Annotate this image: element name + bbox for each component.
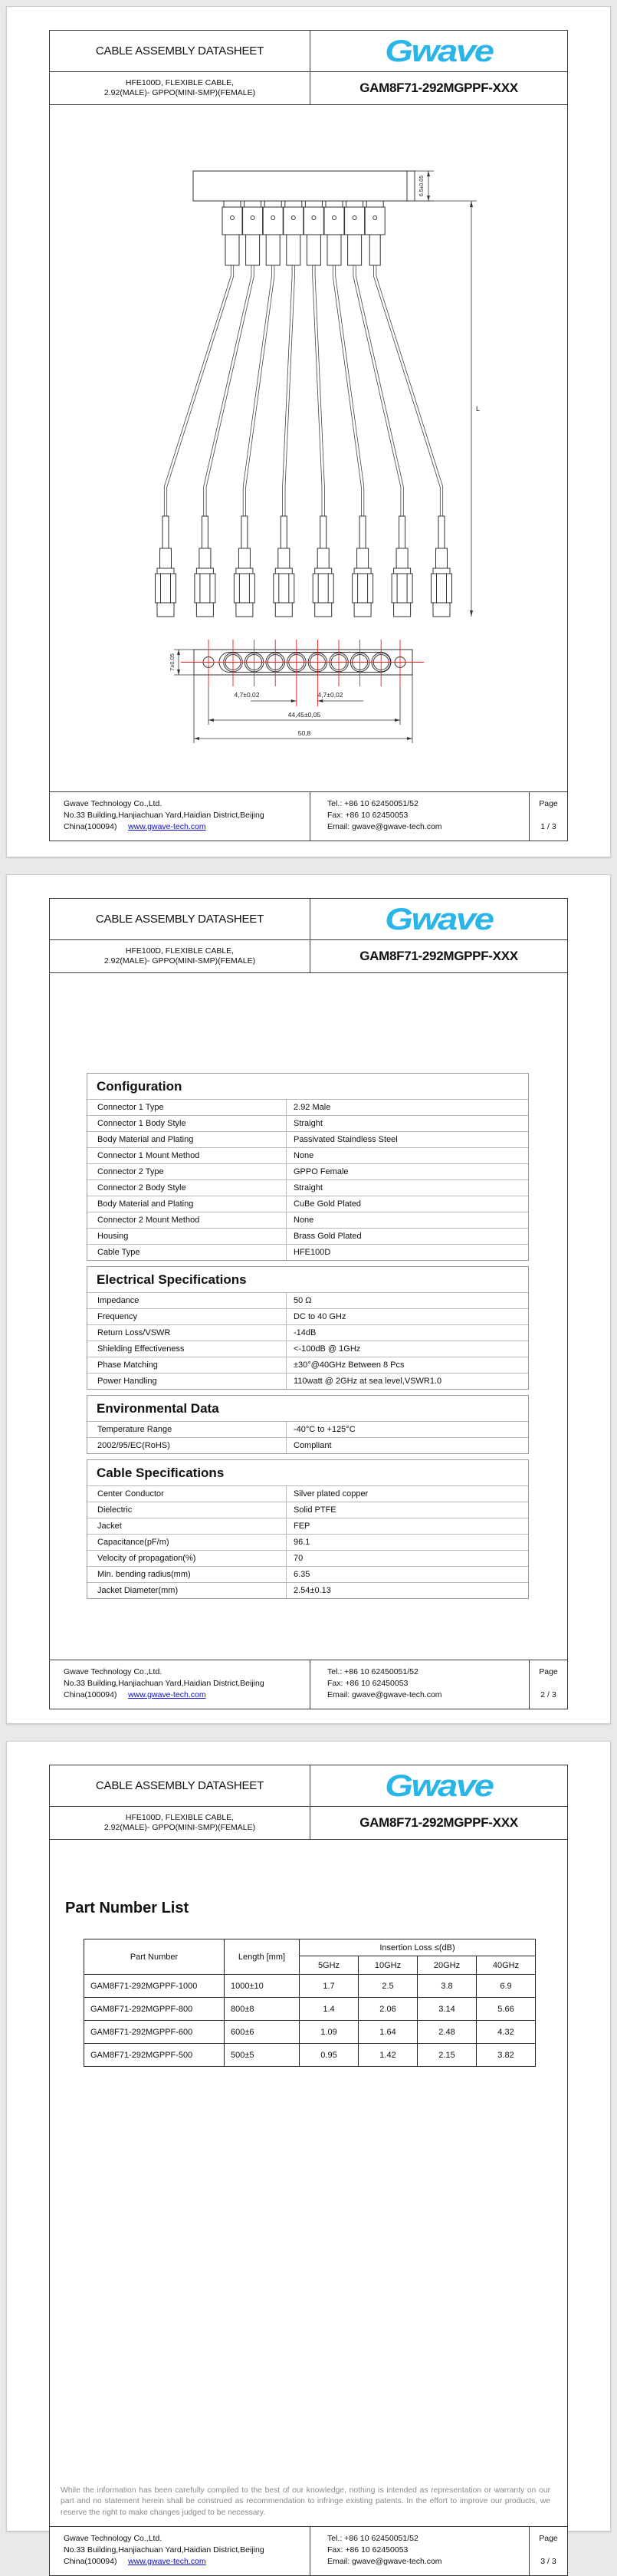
dim-total-width: 50,8 <box>297 729 311 737</box>
table-row: GAM8F71-292MGPPF-1000 1000±10 1.7 2.5 3.8 6.9 <box>84 1975 536 1998</box>
spec-row: Body Material and Plating CuBe Gold Plated <box>87 1196 528 1212</box>
footer-company: Gwave Technology Co.,Ltd. <box>64 799 162 808</box>
document-title: CABLE ASSEMBLY DATASHEET <box>50 31 310 72</box>
section-title: Configuration <box>97 1079 182 1094</box>
dim-hole-span: 44,45±0,05 <box>287 711 321 719</box>
section-title: Cable Specifications <box>97 1466 225 1480</box>
document-title: CABLE ASSEMBLY DATASHEET <box>50 1765 310 1807</box>
spec-row: Capacitance(pF/m) 96.1 <box>87 1534 528 1550</box>
part-number-table <box>84 1939 536 2067</box>
spec-row: Connector 1 Body Style Straight <box>87 1115 528 1131</box>
website-link[interactable]: www.gwave-tech.com <box>128 822 206 831</box>
table-row: GAM8F71-292MGPPF-500 500±5 0.95 1.42 2.15 3.82 <box>84 2044 536 2067</box>
spec-row: Power Handling 110watt @ 2GHz at sea level,VSWR1.0 <box>87 1373 528 1389</box>
footer-country: China(100094) <box>64 822 117 831</box>
page-footer <box>50 791 567 841</box>
footer-tel: Tel.: +86 10 62450051/52 <box>327 799 418 808</box>
spec-row: Connector 2 Mount Method None <box>87 1212 528 1228</box>
footer-address: No.33 Building,Hanjiachuan Yard,Haidian District,Beijing <box>64 811 264 820</box>
spec-row: Connector 2 Body Style Straight <box>87 1179 528 1196</box>
col-header-length: Length [mm] <box>225 1939 300 1975</box>
gwave-logo: Gwave <box>385 34 493 68</box>
spec-row: Connector 2 Type GPPO Female <box>87 1163 528 1179</box>
footer-page-number: 1 / 3 <box>540 822 556 831</box>
document-title: CABLE ASSEMBLY DATASHEET <box>50 899 310 940</box>
document-subtitle <box>50 72 310 104</box>
spec-row: Jacket FEP <box>87 1518 528 1534</box>
section-configuration <box>87 1073 529 1261</box>
part-number: GAM8F71-292MGPPF-XXX <box>359 81 518 95</box>
spec-row: Dielectric Solid PTFE <box>87 1502 528 1518</box>
gwave-logo: Gwave <box>385 902 493 936</box>
subtitle-line2: 2.92(MALE)- GPPO(MINI-SMP)(FEMALE) <box>103 88 256 97</box>
dim-view-height: 7±0.05 <box>169 653 176 671</box>
spec-row: Connector 1 Type 2.92 Male <box>87 1099 528 1115</box>
table-row: GAM8F71-292MGPPF-800 800±8 1.4 2.06 3.14 5.66 <box>84 1998 536 2021</box>
spec-row: Min. bending radius(mm) 6.35 <box>87 1566 528 1582</box>
spec-row: Velocity of propagation(%) 70 <box>87 1550 528 1566</box>
page-3 <box>6 1741 611 2566</box>
page3-body <box>50 1840 567 2526</box>
section-cable <box>87 1459 529 1599</box>
datasheet-header <box>50 31 567 105</box>
sheet-1 <box>49 30 568 841</box>
gwave-logo: Gwave <box>385 1768 493 1803</box>
page1-body <box>50 105 567 791</box>
section-environmental <box>87 1395 529 1454</box>
section-title: Environmental Data <box>97 1401 219 1416</box>
footer-email: Email: gwave@gwave-tech.com <box>327 822 442 831</box>
col-header-freq: 20GHz <box>418 1956 477 1975</box>
datasheet-header <box>50 899 567 973</box>
col-header-freq: 5GHz <box>300 1956 359 1975</box>
document-canvas <box>0 6 617 2566</box>
spec-row: Center Conductor Silver plated copper <box>87 1485 528 1502</box>
spec-row: Jacket Diameter(mm) 2.54±0.13 <box>87 1582 528 1598</box>
sheet-3 <box>49 1765 568 2576</box>
spec-row: Body Material and Plating Passivated Staindless Steel <box>87 1131 528 1147</box>
spec-row: Phase Matching ±30°@40GHz Between 8 Pcs <box>87 1357 528 1373</box>
footer-page-number: 3 / 3 <box>540 2557 556 2566</box>
footer-page-label: Page <box>539 799 558 808</box>
page-footer: Gwave Technology Co.,Ltd. No.33 Building,Hanjiachuan Yard,Haidian District,Beijing China(100094) www.gwave-tech.com Tel.: +86 10 62450051/52 Fax: +86 10 62450053 Email: gwave@gwave-tech.com Page 2 / 3 <box>50 1660 567 1709</box>
col-header-part-number: Part Number <box>84 1939 225 1975</box>
spec-row: Shielding Effectiveness <-100dB @ 1GHz <box>87 1341 528 1357</box>
sheet-2 <box>49 898 568 1709</box>
website-link[interactable]: www.gwave-tech.com <box>128 1690 206 1699</box>
disclaimer-text: While the information has been carefully compiled to the best of our knowledge, nothing is intended as representation or warranty on our part and no statement herein shall be construed as recommendation to infringe existing patents. In the effort to improve our products, we reserve the right to make changes judged to be necessary. <box>61 2486 550 2517</box>
page2-body <box>50 973 567 1660</box>
spec-row: Frequency DC to 40 GHz <box>87 1308 528 1324</box>
datasheet-header <box>50 1765 567 1840</box>
col-header-freq: 40GHz <box>477 1956 536 1975</box>
website-link[interactable]: www.gwave-tech.com <box>128 2557 206 2566</box>
spec-row: Housing Brass Gold Plated <box>87 1228 528 1244</box>
spec-row: Temperature Range -40°C to +125°C <box>87 1421 528 1437</box>
subtitle-line1: HFE100D, FLEXIBLE CABLE, <box>125 78 235 87</box>
dim-pitch-left: 4,7±0,02 <box>234 691 260 699</box>
col-header-insertion-loss: Insertion Loss ≤(dB) <box>300 1939 536 1956</box>
spec-row: Connector 1 Mount Method None <box>87 1147 528 1163</box>
part-number: GAM8F71-292MGPPF-XXX <box>359 949 518 963</box>
page-2 <box>6 874 611 1724</box>
dim-block-height: 6.5±0.05 <box>419 175 425 197</box>
page-footer: Gwave Technology Co.,Ltd. No.33 Building,Hanjiachuan Yard,Haidian District,Beijing China(100094) www.gwave-tech.com Tel.: +86 10 62450051/52 Fax: +86 10 62450053 Email: gwave@gwave-tech.com Page 3 / 3 <box>50 2526 567 2575</box>
spec-row: Impedance 50 Ω <box>87 1292 528 1308</box>
table-row: GAM8F71-292MGPPF-600 600±6 1.09 1.64 2.48 4.32 <box>84 2021 536 2044</box>
col-header-freq: 10GHz <box>359 1956 418 1975</box>
part-number-list-title: Part Number List <box>65 1900 189 1916</box>
dim-pitch-right: 4,7±0,02 <box>317 691 343 699</box>
part-number: GAM8F71-292MGPPF-XXX <box>359 1815 518 1830</box>
page-1 <box>6 6 611 857</box>
document-subtitle: HFE100D, FLEXIBLE CABLE, 2.92(MALE)- GPPO(MINI-SMP)(FEMALE) <box>103 1813 256 1832</box>
dim-length: L <box>476 405 481 413</box>
section-electrical <box>87 1266 529 1390</box>
footer-fax: Fax: +86 10 62450053 <box>327 811 409 820</box>
spec-row: Cable Type HFE100D <box>87 1244 528 1260</box>
spec-row: Return Loss/VSWR -14dB <box>87 1324 528 1341</box>
technical-drawing <box>50 150 569 763</box>
spec-row: 2002/95/EC(RoHS) Compliant <box>87 1437 528 1453</box>
footer-page-number: 2 / 3 <box>540 1690 556 1699</box>
section-title: Electrical Specifications <box>97 1272 247 1287</box>
document-subtitle: HFE100D, FLEXIBLE CABLE, 2.92(MALE)- GPPO(MINI-SMP)(FEMALE) <box>103 946 256 966</box>
